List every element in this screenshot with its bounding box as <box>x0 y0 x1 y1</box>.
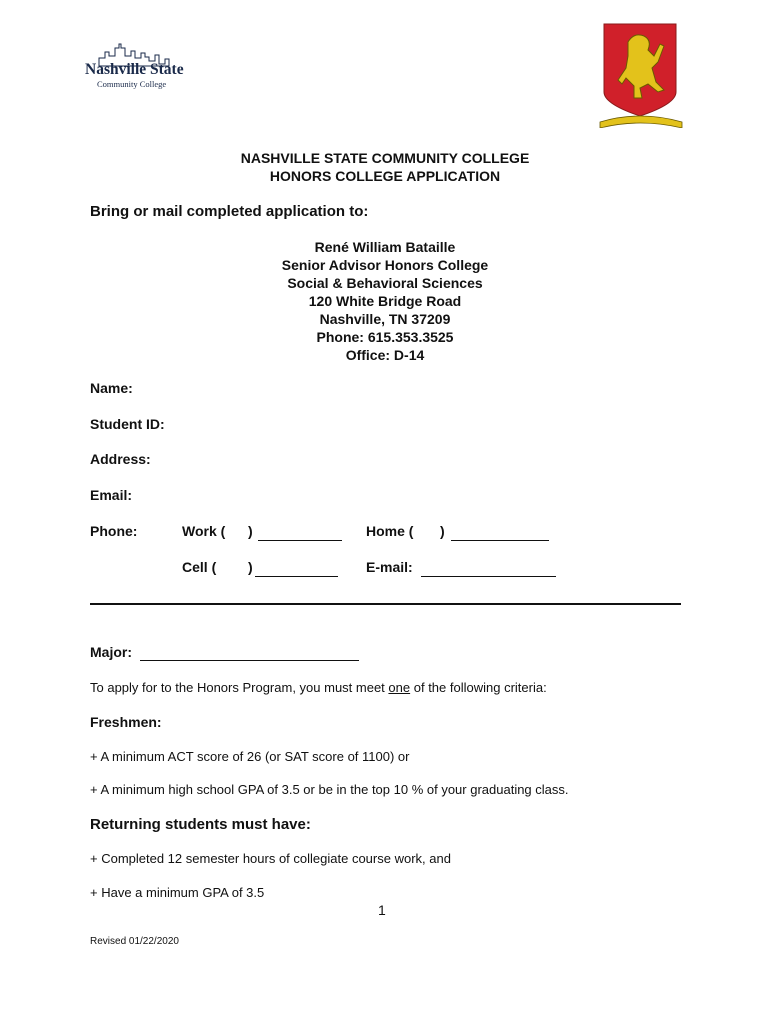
address-line: Office: D-14 <box>345 347 425 363</box>
page-number: 1 <box>378 902 386 918</box>
home-phone-label: Home ( <box>366 523 414 539</box>
address-line: Senior Advisor Honors College <box>281 257 489 273</box>
address-line: René William Bataille <box>314 239 456 255</box>
student-id-label: Student ID: <box>90 416 165 432</box>
logo-name-line2: Community College <box>97 79 167 89</box>
email2-blank[interactable] <box>421 575 556 577</box>
home-phone-blank[interactable] <box>451 539 549 541</box>
freshmen-heading: Freshmen: <box>90 714 162 730</box>
heading-line2: HONORS COLLEGE APPLICATION <box>269 168 501 184</box>
cell-phone-blank[interactable] <box>255 575 338 577</box>
revised-date: Revised 01/22/2020 <box>90 936 179 947</box>
logo-name-line1: Nashville State <box>85 61 184 78</box>
mailing-address <box>250 238 520 364</box>
cell-phone-label: Cell ( <box>182 559 217 575</box>
section-divider <box>90 603 681 605</box>
email2-label: E-mail: <box>366 559 413 575</box>
address-label: Address: <box>90 451 151 467</box>
criteria-intro-after: of the following criteria: <box>410 680 547 695</box>
home-phone-close: ) <box>440 523 445 539</box>
returning-heading: Returning students must have: <box>90 816 311 833</box>
freshmen-criterion: + A minimum ACT score of 26 (or SAT score of 1100) or <box>90 749 410 764</box>
criteria-intro-before: To apply for to the Honors Program, you must meet <box>90 680 389 695</box>
heading-line1: NASHVILLE STATE COMMUNITY COLLEGE <box>240 150 530 166</box>
cell-phone-close: ) <box>248 559 253 575</box>
address-line: Phone: 615.353.3525 <box>316 329 454 345</box>
name-label: Name: <box>90 380 133 396</box>
lion-crest-icon <box>598 22 684 128</box>
address-line: Social & Behavioral Sciences <box>287 275 483 291</box>
email-label: Email: <box>90 487 133 503</box>
major-blank[interactable] <box>140 659 359 661</box>
criteria-intro <box>90 680 547 695</box>
work-phone-blank[interactable] <box>258 539 342 541</box>
address-line: Nashville, TN 37209 <box>319 311 451 327</box>
criteria-intro-emphasis: one <box>388 680 411 695</box>
honors-crest <box>598 22 684 128</box>
returning-criterion: + Completed 12 semester hours of collegiate course work, and <box>90 851 451 866</box>
mail-instructions: Bring or mail completed application to: <box>90 203 369 220</box>
address-line: 120 White Bridge Road <box>308 293 462 309</box>
freshmen-criterion: + A minimum high school GPA of 3.5 or be in the top 10 % of your graduating class. <box>90 782 569 797</box>
college-logo <box>85 40 197 95</box>
work-phone-label: Work ( <box>182 523 226 539</box>
work-phone-close: ) <box>248 523 253 539</box>
major-label: Major: <box>90 644 132 660</box>
phone-label: Phone: <box>90 523 138 539</box>
returning-criterion: + Have a minimum GPA of 3.5 <box>90 885 265 900</box>
